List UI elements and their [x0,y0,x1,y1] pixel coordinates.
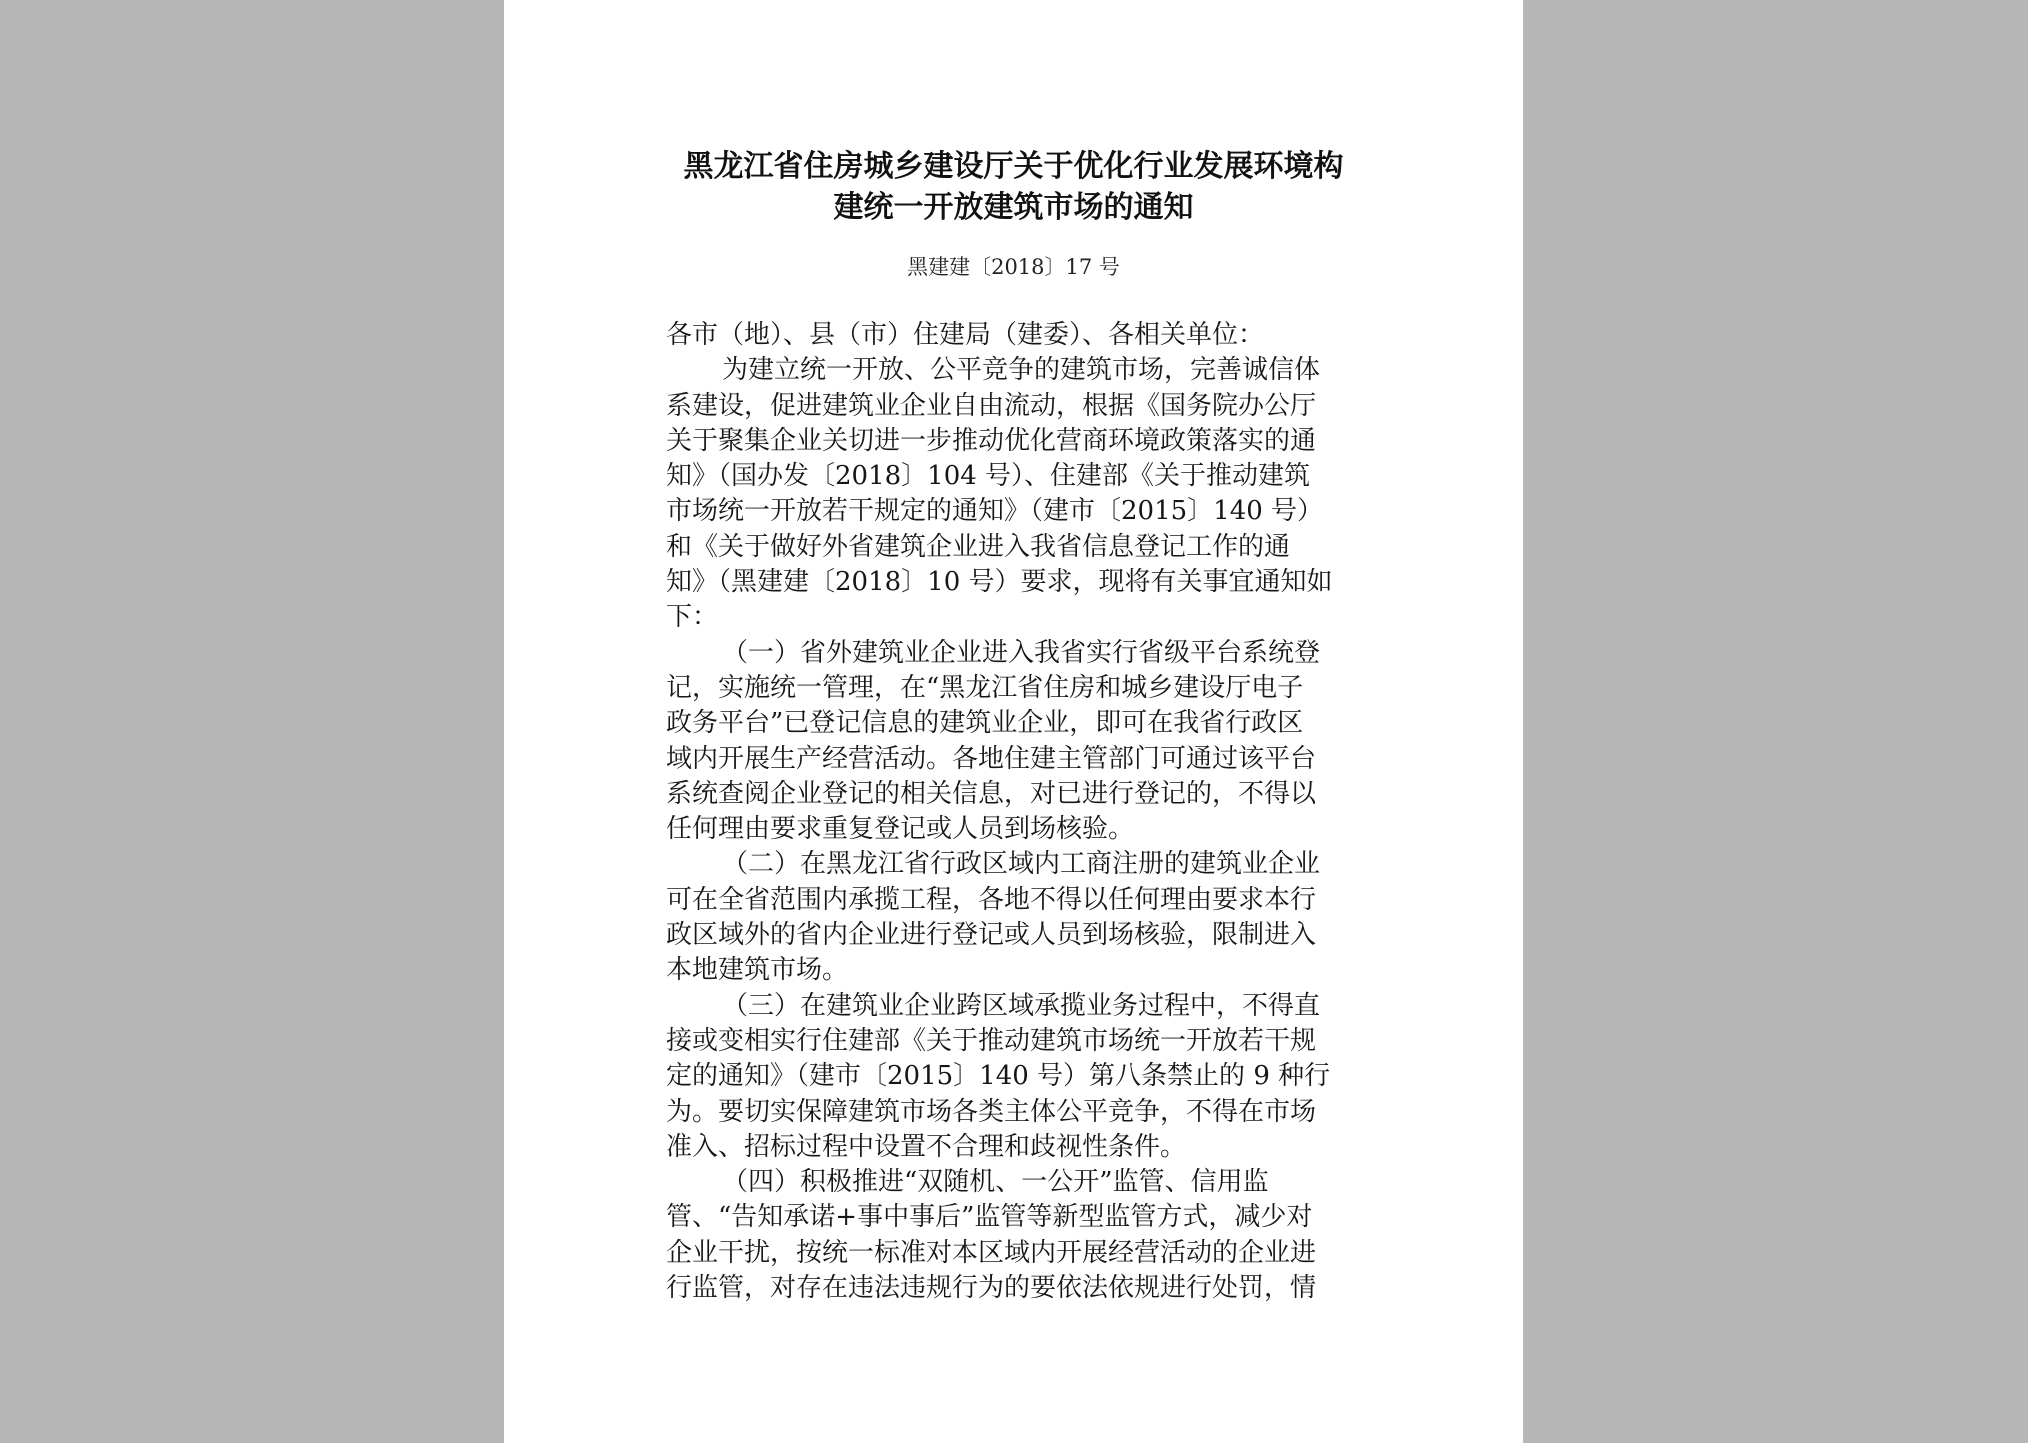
document-number: 黑建建〔2018〕17 号 [907,255,1120,279]
body-line: 下： [666,602,719,633]
body-line: 政区域外的省内企业进行登记或人员到场核验，限制进入 [666,920,1317,951]
body-line: 为建立统一开放、公平竞争的建筑市场，完善诚信体 [722,355,1321,386]
body-line: 和《关于做好外省建筑企业进入我省信息登记工作的通 [666,531,1291,562]
body-line: 域内开展生产经营活动。各地住建主管部门可通过该平台 [666,743,1317,774]
body-line: （四）积极推进“双随机、一公开”监管、信用监 [722,1167,1269,1198]
body-line: 政务平台”已登记信息的建筑业企业，即可在我省行政区 [666,708,1304,739]
body-line: 关于聚集企业关切进一步推动优化营商环境政策落实的通 [666,425,1317,456]
body-line: 定的通知》（建市〔2015〕140 号）第八条禁止的 9 种行 [666,1061,1331,1092]
document-body [666,318,1366,1306]
salutation-line: 各市（地）、县（市）住建局（建委）、各相关单位： [666,320,1265,350]
body-line: 企业干扰，按统一标准对本区域内开展经营活动的企业进 [666,1237,1317,1268]
body-line: 可在全省范围内承揽工程，各地不得以任何理由要求本行 [666,884,1317,915]
title-line-2: 建统一开放建筑市场的通知 [833,190,1194,225]
body-line: 本地建筑市场。 [666,955,849,986]
body-line: （三）在建筑业企业跨区域承揽业务过程中，不得直 [722,990,1321,1021]
body-line: 接或变相实行住建部《关于推动建筑市场统一开放若干规 [666,1025,1317,1056]
body-line: 知》（国办发〔2018〕104 号）、住建部《关于推动建筑 [666,461,1311,492]
body-line: 为。要切实保障建筑市场各类主体公平竞争，不得在市场 [666,1096,1317,1127]
body-line: 知》（黑建建〔2018〕10 号）要求，现将有关事宜通知如 [666,567,1333,598]
body-line: 记，实施统一管理，在“黑龙江省住房和城乡建设厅电子 [666,672,1304,703]
body-line: 行监管，对存在违法违规行为的要依法依规进行处罚，情 [666,1273,1317,1304]
body-line: 准入、招标过程中设置不合理和歧视性条件。 [666,1131,1187,1162]
document-page [504,0,1523,1443]
title-line-1: 黑龙江省住房城乡建设厅关于优化行业发展环境构 [683,149,1344,184]
body-line: 市场统一开放若干规定的通知》（建市〔2015〕140 号） [666,496,1324,527]
body-line: 任何理由要求重复登记或人员到场核验。 [666,814,1135,845]
body-line: 管、“告知承诺+事中事后”监管等新型监管方式，减少对 [666,1202,1313,1233]
document-title [504,146,1523,228]
body-line: 系统查阅企业登记的相关信息，对已进行登记的，不得以 [666,778,1317,809]
body-line: 系建设，促进建筑业企业自由流动，根据《国务院办公厅 [666,390,1317,421]
body-line: （一）省外建筑业企业进入我省实行省级平台系统登 [722,637,1321,668]
body-line: （二）在黑龙江省行政区域内工商注册的建筑业企业 [722,849,1321,880]
